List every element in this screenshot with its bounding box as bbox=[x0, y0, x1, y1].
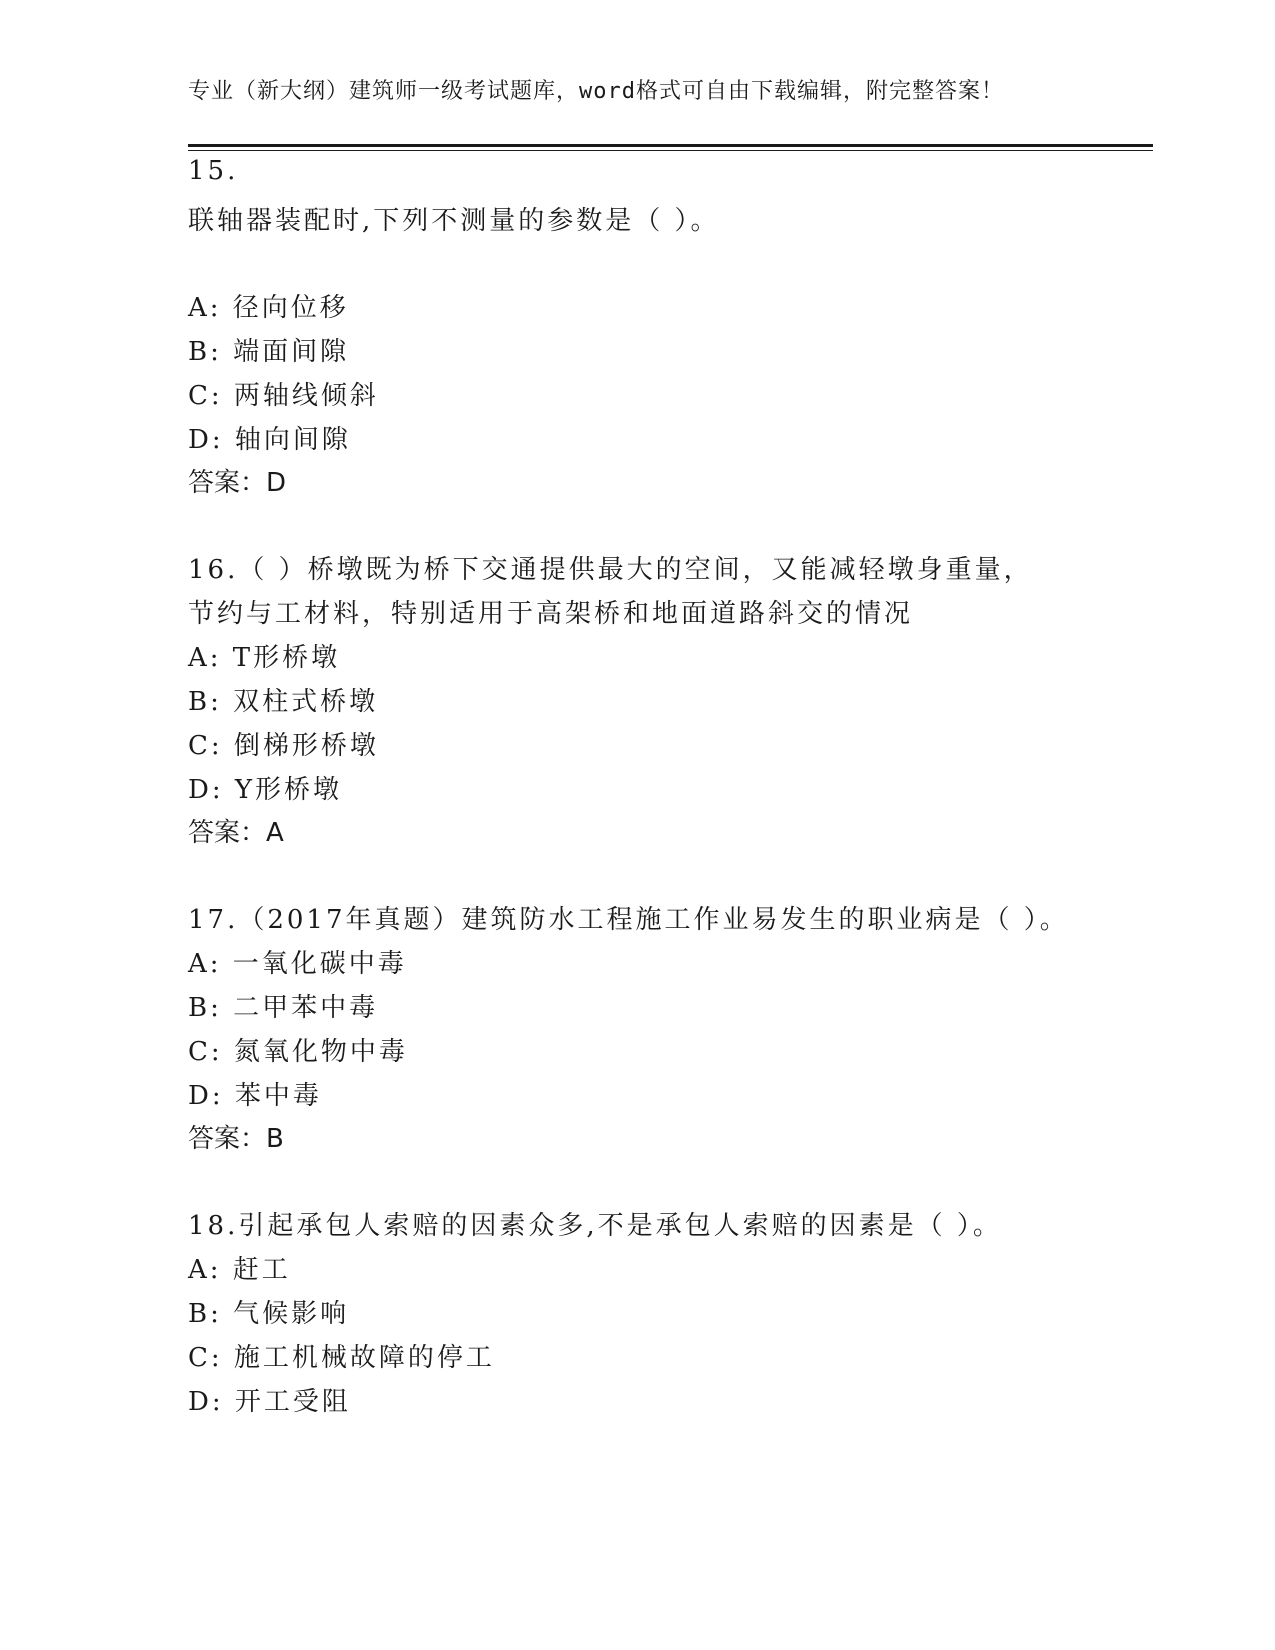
question-18-option-b: B: 气候影响 bbox=[188, 1299, 350, 1329]
question-15-option-d: D: 轴向间隙 bbox=[188, 425, 351, 455]
question-17-option-d: D: 苯中毒 bbox=[188, 1081, 322, 1111]
question-17-option-c: C: 氮氧化物中毒 bbox=[188, 1037, 408, 1067]
header-rule-thin bbox=[188, 150, 1153, 151]
question-16-option-d: D: Y形桥墩 bbox=[188, 775, 343, 805]
question-16-option-b: B: 双柱式桥墩 bbox=[188, 687, 379, 717]
question-15-number: 15. bbox=[188, 156, 239, 186]
question-18-stem: 18.引起承包人索赔的因素众多,不是承包人索赔的因素是（ ）。 bbox=[188, 1211, 1002, 1241]
question-16-option-c: C: 倒梯形桥墩 bbox=[188, 731, 379, 761]
question-17-answer: 答案：B bbox=[188, 1124, 284, 1154]
question-18-option-c: C: 施工机械故障的停工 bbox=[188, 1343, 495, 1373]
question-16-stem-line1: 16.（ ）桥墩既为桥下交通提供最大的空间，又能减轻墩身重量， bbox=[188, 555, 1033, 585]
question-16-option-a: A: T形桥墩 bbox=[188, 643, 341, 673]
question-16-stem-line2: 节约与工材料，特别适用于高架桥和地面道路斜交的情况 bbox=[188, 599, 914, 629]
question-15-option-c: C: 两轴线倾斜 bbox=[188, 381, 379, 411]
question-16-answer: 答案：A bbox=[188, 818, 284, 848]
question-15-answer: 答案：D bbox=[188, 468, 287, 498]
question-18-option-d: D: 开工受阻 bbox=[188, 1387, 351, 1417]
question-15-stem: 联轴器装配时,下列不测量的参数是（ ）。 bbox=[188, 206, 720, 236]
question-15-option-a: A: 径向位移 bbox=[188, 293, 349, 323]
question-17-option-a: A: 一氧化碳中毒 bbox=[188, 949, 407, 979]
question-15-option-b: B: 端面间隙 bbox=[188, 337, 350, 367]
question-17-option-b: B: 二甲苯中毒 bbox=[188, 993, 379, 1023]
question-18-option-a: A: 赶工 bbox=[188, 1255, 291, 1285]
page-header: 专业（新大纲）建筑师一级考试题库，word格式可自由下载编辑，附完整答案！ bbox=[188, 79, 1004, 104]
question-17-stem: 17.（2017年真题）建筑防水工程施工作业易发生的职业病是（ ）。 bbox=[188, 905, 1069, 935]
header-rule-thick bbox=[188, 144, 1153, 147]
